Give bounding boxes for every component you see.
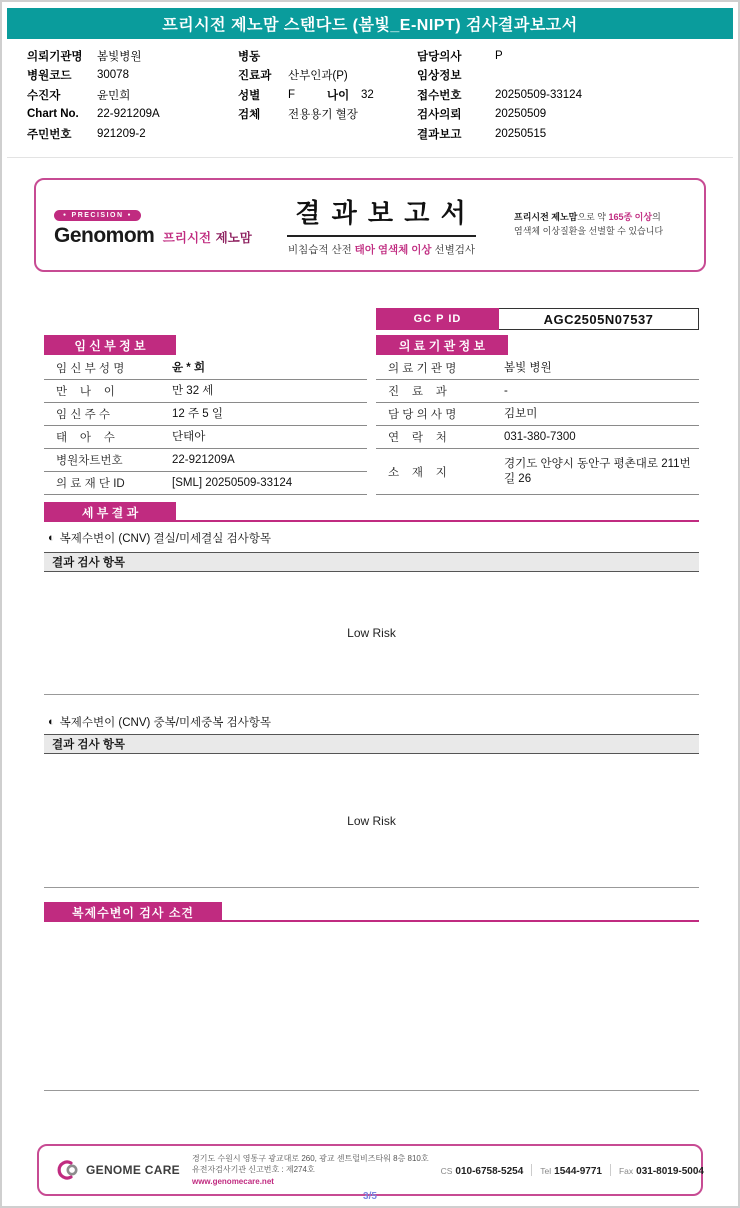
field-label: 병동 xyxy=(238,50,261,63)
subtitle-text: 선별검사 xyxy=(431,244,476,256)
tagline-text: 으로 약 xyxy=(577,212,609,223)
mother-info-table xyxy=(44,335,367,495)
field-label: 성별 xyxy=(238,89,261,102)
precision-badge xyxy=(54,210,141,221)
gcp-id-label: GC P ID xyxy=(376,308,499,330)
row-value: 경기도 안양시 동안구 평촌대로 211번길 26 xyxy=(504,457,691,485)
contact-value: 031-8019-5004 xyxy=(636,1166,704,1177)
row-label: 진 료 과 xyxy=(388,386,447,398)
field-value: 전용용기 혈장 xyxy=(288,109,358,122)
footer xyxy=(37,1144,703,1196)
tagline-text: 의 xyxy=(652,212,661,223)
field-value: 20250515 xyxy=(495,127,547,140)
header-row xyxy=(27,66,232,86)
field-value: F xyxy=(288,88,296,101)
clinic-info-title: 의 료 기 관 정 보 xyxy=(376,335,508,355)
result-area xyxy=(44,572,699,695)
field-label: 의뢰기관명 xyxy=(27,50,83,63)
header-row xyxy=(27,85,232,105)
field-label: 병원코드 xyxy=(27,70,72,83)
contact-value: 1544-9771 xyxy=(554,1166,602,1177)
badge-dot-icon: ● xyxy=(127,211,133,218)
field-value: 921209-2 xyxy=(97,127,146,140)
field-label: 접수번호 xyxy=(417,89,462,102)
footer-address xyxy=(192,1153,429,1188)
website-link[interactable]: www.genomecare.net xyxy=(191,1176,274,1186)
badge-label: PRECISION xyxy=(71,211,124,219)
contact-fax xyxy=(619,1161,704,1179)
mother-info-title: 임 신 부 정 보 xyxy=(44,335,176,355)
half-circle-icon: ◐ xyxy=(48,715,55,728)
table-row xyxy=(44,357,367,380)
opinion-area xyxy=(44,922,699,1091)
field-value: 30078 xyxy=(97,69,129,82)
half-circle-icon: ◐ xyxy=(48,531,55,544)
tagline-brand: 프리시전 제노맘 xyxy=(514,212,578,223)
header-row xyxy=(417,66,722,86)
brand-korean-2: 제노맘 xyxy=(215,230,252,245)
row-label: 태 아 수 xyxy=(56,432,115,444)
field-label: 검사의뢰 xyxy=(417,109,462,122)
footer-contacts xyxy=(441,1161,704,1179)
table-row xyxy=(376,426,699,449)
report-subtitle xyxy=(249,242,514,257)
row-label: 연 락 처 xyxy=(388,432,447,444)
genomecare-logo xyxy=(55,1159,180,1181)
field-label: 담당의사 xyxy=(417,50,462,63)
table-row xyxy=(376,380,699,403)
contact-label: CS xyxy=(440,1166,453,1176)
row-value: [SML] 20250509-33124 xyxy=(172,476,293,489)
report-tagline xyxy=(514,211,686,239)
table-row xyxy=(44,403,367,426)
contact-tel xyxy=(540,1161,602,1179)
field-label: 결과보고 xyxy=(417,128,462,141)
genomecare-logo-icon xyxy=(55,1159,81,1181)
row-label: 병원차트번호 xyxy=(56,455,123,467)
gcp-id-value: AGC2505N07537 xyxy=(499,308,699,330)
tagline-line2: 염색체 이상질환을 선별할 수 있습니다 xyxy=(514,226,664,236)
header-row xyxy=(417,46,722,66)
field-value: 산부인과(P) xyxy=(288,70,348,83)
patient-header xyxy=(2,46,738,156)
header-row xyxy=(417,85,722,105)
table-row xyxy=(376,403,699,426)
row-label: 의 료 재 단 ID xyxy=(56,478,125,490)
row-value: 22-921209A xyxy=(172,453,235,466)
report-header-box xyxy=(34,178,706,272)
field-value: 20250509-33124 xyxy=(495,88,582,101)
address-line2: 유전자검사기관 신고번호 : 제274호 xyxy=(191,1165,315,1175)
table-row xyxy=(376,357,699,380)
gcp-id-bar xyxy=(376,308,699,330)
section-detail-results xyxy=(44,502,699,522)
row-value: 윤 * 희 xyxy=(172,361,206,374)
row-value: 단태아 xyxy=(172,430,206,443)
section-title: 세 부 결 과 xyxy=(44,502,176,522)
block-heading-text: 복제수변이 (CNV) 결실/미세결실 검사항목 xyxy=(59,533,272,545)
subtitle-text: 비침습적 산전 xyxy=(287,244,355,256)
header-row xyxy=(27,46,232,66)
table-row xyxy=(44,472,367,495)
header-row xyxy=(238,46,413,66)
cnv-deletion-heading xyxy=(48,530,271,546)
patient-header-col2 xyxy=(238,46,413,124)
row-label: 임 신 부 성 명 xyxy=(56,363,125,375)
contact-divider xyxy=(610,1164,611,1176)
field-value: 봄빛병원 xyxy=(97,50,142,63)
field-label: 진료과 xyxy=(238,70,272,83)
result-table-header: 결과 검사 항목 xyxy=(44,552,699,572)
patient-header-col1 xyxy=(27,46,232,144)
row-value: 만 32 세 xyxy=(172,384,214,397)
risk-result: Low Risk xyxy=(347,626,396,640)
field-value: 20250509 xyxy=(495,108,547,121)
brand-korean-1: 프리시전 xyxy=(162,230,212,245)
badge-dot-icon: ● xyxy=(63,211,68,218)
clinic-info-table xyxy=(376,335,699,495)
genomecare-logo-text: GENOME CARE xyxy=(86,1163,180,1177)
table-row xyxy=(44,426,367,449)
contact-cs xyxy=(441,1161,524,1179)
genomom-logo xyxy=(54,203,252,248)
section-cnv-opinion xyxy=(44,902,699,922)
cnv-duplication-heading xyxy=(48,714,271,730)
field-value: P xyxy=(495,49,503,62)
row-value: 봄빛 병원 xyxy=(504,361,552,374)
header-divider xyxy=(7,157,733,158)
subtitle-highlight: 태아 염색체 이상 xyxy=(354,244,432,256)
tagline-highlight: 165종 이상 xyxy=(608,212,653,223)
row-value: - xyxy=(504,384,508,397)
header-row xyxy=(417,124,722,144)
risk-result: Low Risk xyxy=(347,813,396,828)
field-label: 검체 xyxy=(238,109,261,122)
contact-label: Tel xyxy=(540,1166,552,1176)
contact-divider xyxy=(531,1164,532,1176)
row-label: 임 신 주 수 xyxy=(56,409,111,421)
header-row xyxy=(238,105,413,125)
row-value: 12 주 5 일 xyxy=(172,407,223,420)
brand-name xyxy=(54,223,252,248)
result-area xyxy=(44,754,699,888)
row-value: 031-380-7300 xyxy=(504,430,576,443)
page-title: 프리시전 제노맘 스탠다드 (봄빛_E-NIPT) 검사결과보고서 xyxy=(7,8,733,39)
header-row xyxy=(417,105,722,125)
field-value: 윤민희 xyxy=(97,89,131,102)
table-row xyxy=(376,449,699,495)
report-title: 결 과 보 고 서 xyxy=(287,193,475,237)
block-heading-text: 복제수변이 (CNV) 중복/미세중복 검사항목 xyxy=(59,717,272,729)
field-label: 주민번호 xyxy=(27,128,72,141)
header-row xyxy=(27,105,232,125)
table-row xyxy=(44,380,367,403)
brand-english: Genomom xyxy=(54,223,155,247)
address-line1: 경기도 수원시 영통구 광교대로 260, 광교 센트럴비즈타워 8층 810호 xyxy=(191,1153,429,1163)
header-row xyxy=(238,66,413,86)
table-row xyxy=(44,449,367,472)
tagline-line1 xyxy=(514,211,686,225)
field-label: 수진자 xyxy=(27,89,61,102)
report-title-block xyxy=(249,193,514,257)
row-label: 만 나 이 xyxy=(56,386,115,398)
field-label: 임상정보 xyxy=(417,70,462,83)
patient-header-col3 xyxy=(417,46,722,144)
page-number: 3/5 xyxy=(363,1191,377,1202)
contact-label: Fax xyxy=(618,1166,634,1176)
result-table-header: 결과 검사 항목 xyxy=(44,734,699,754)
field-label: Chart No. xyxy=(27,108,79,121)
field-value: 22-921209A xyxy=(97,108,160,121)
header-row xyxy=(238,85,413,105)
row-label: 담 당 의 사 명 xyxy=(388,409,457,421)
row-value: 김보미 xyxy=(504,407,538,420)
row-label: 소 재 지 xyxy=(388,466,447,479)
section-title: 복제수변이 검사 소견 xyxy=(44,902,222,922)
row-label: 의 료 기 관 명 xyxy=(388,363,457,375)
contact-value: 010-6758-5254 xyxy=(455,1166,524,1177)
field-label: 나이 xyxy=(327,89,350,102)
header-row xyxy=(27,124,232,144)
field-value: 32 xyxy=(361,88,374,101)
